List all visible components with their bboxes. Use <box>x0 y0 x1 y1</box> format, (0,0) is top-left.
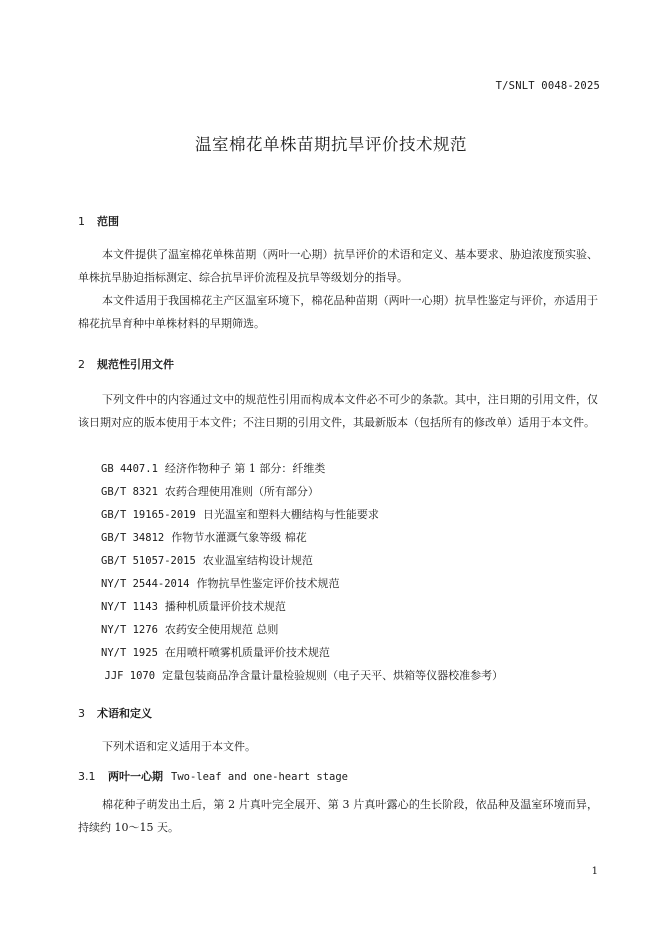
section-number: 1 <box>78 215 85 228</box>
reference-title: 日光温室和塑料大棚结构与性能要求 <box>202 508 379 521</box>
reference-code: NY/T 1925 <box>101 647 158 659</box>
section-number: 3 <box>78 707 85 720</box>
section-heading-scope <box>78 213 119 229</box>
reference-title: 作物节水灌溉气象等级 棉花 <box>171 531 307 544</box>
scope-paragraph-2: 本文件适用于我国棉花主产区温室环境下，棉花品种苗期（两叶一心期）抗旱性鉴定与评价，亦适用于棉花抗旱育种中单株材料的早期筛选。 <box>78 294 598 330</box>
reference-item <box>101 529 307 545</box>
reference-code: GB 4407.1 <box>101 463 158 475</box>
references-intro: 下列文件中的内容通过文中的规范性引用而构成本文件必不可少的条款。其中，注日期的引用文件，仅该日期对应的版本使用于本文件；不注日期的引用文件，其最新版本（包括所有的修改单）适用于本文件。 <box>78 393 598 429</box>
reference-title: 农业温室结构设计规范 <box>202 554 313 567</box>
reference-item <box>101 460 325 476</box>
section-title: 范围 <box>97 215 119 228</box>
reference-title: 农药安全使用规范 总则 <box>164 623 279 636</box>
reference-code: GB/T 51057-2015 <box>101 555 196 567</box>
section-heading-normative-references <box>78 356 174 372</box>
reference-code: NY/T 2544-2014 <box>101 578 190 590</box>
reference-title: 农药合理使用准则（所有部分） <box>164 485 319 498</box>
reference-code: JJF 1070 <box>104 670 156 682</box>
standard-number: T/SNLT 0048-2025 <box>495 80 600 92</box>
page-number: 1 <box>591 866 598 877</box>
reference-code: GB/T 34812 <box>101 532 165 544</box>
term-english: Two-leaf and one-heart stage <box>171 771 349 783</box>
section-title: 术语和定义 <box>97 707 152 720</box>
reference-item <box>101 644 330 660</box>
reference-item <box>101 552 313 568</box>
document-title: 温室棉花单株苗期抗旱评价技术规范 <box>195 135 467 154</box>
reference-code: GB/T 19165-2019 <box>101 509 196 521</box>
term-definition: 棉花种子萌发出土后，第 2 片真叶完全展开、第 3 片真叶露心的生长阶段，依品种及温室环境而异，持续约 10～15 天。 <box>78 798 598 834</box>
reference-title: 经济作物种子 第 1 部分：纤维类 <box>164 462 326 475</box>
reference-item <box>101 621 278 637</box>
reference-code: GB/T 8321 <box>101 486 158 498</box>
reference-title: 在用喷杆喷雾机质量评价技术规范 <box>164 646 330 659</box>
reference-code: NY/T 1276 <box>101 624 158 636</box>
reference-item <box>101 575 340 591</box>
term-chinese: 两叶一心期 <box>108 770 163 783</box>
reference-title: 定量包装商品净含量计量检验规则（电子天平、烘箱等仪器校准参考） <box>162 669 504 682</box>
terms-intro: 下列术语和定义适用于本文件。 <box>102 740 256 753</box>
section-number: 2 <box>78 358 85 371</box>
reference-code: NY/T 1143 <box>101 601 158 613</box>
section-heading-terms <box>78 705 152 721</box>
reference-item <box>101 506 379 522</box>
reference-item <box>101 667 503 683</box>
term-number: 3.1 <box>78 770 96 783</box>
reference-title: 播种机质量评价技术规范 <box>164 600 286 613</box>
reference-item <box>101 483 319 499</box>
section-title: 规范性引用文件 <box>97 358 174 371</box>
term-heading <box>78 768 348 784</box>
scope-paragraph-1: 本文件提供了温室棉花单株苗期（两叶一心期）抗旱评价的术语和定义、基本要求、胁迫浓度预实验、单株抗旱胁迫指标测定、综合抗旱评价流程及抗旱等级划分的指导。 <box>78 248 598 284</box>
reference-item <box>101 598 286 614</box>
reference-title: 作物抗旱性鉴定评价技术规范 <box>196 577 340 590</box>
